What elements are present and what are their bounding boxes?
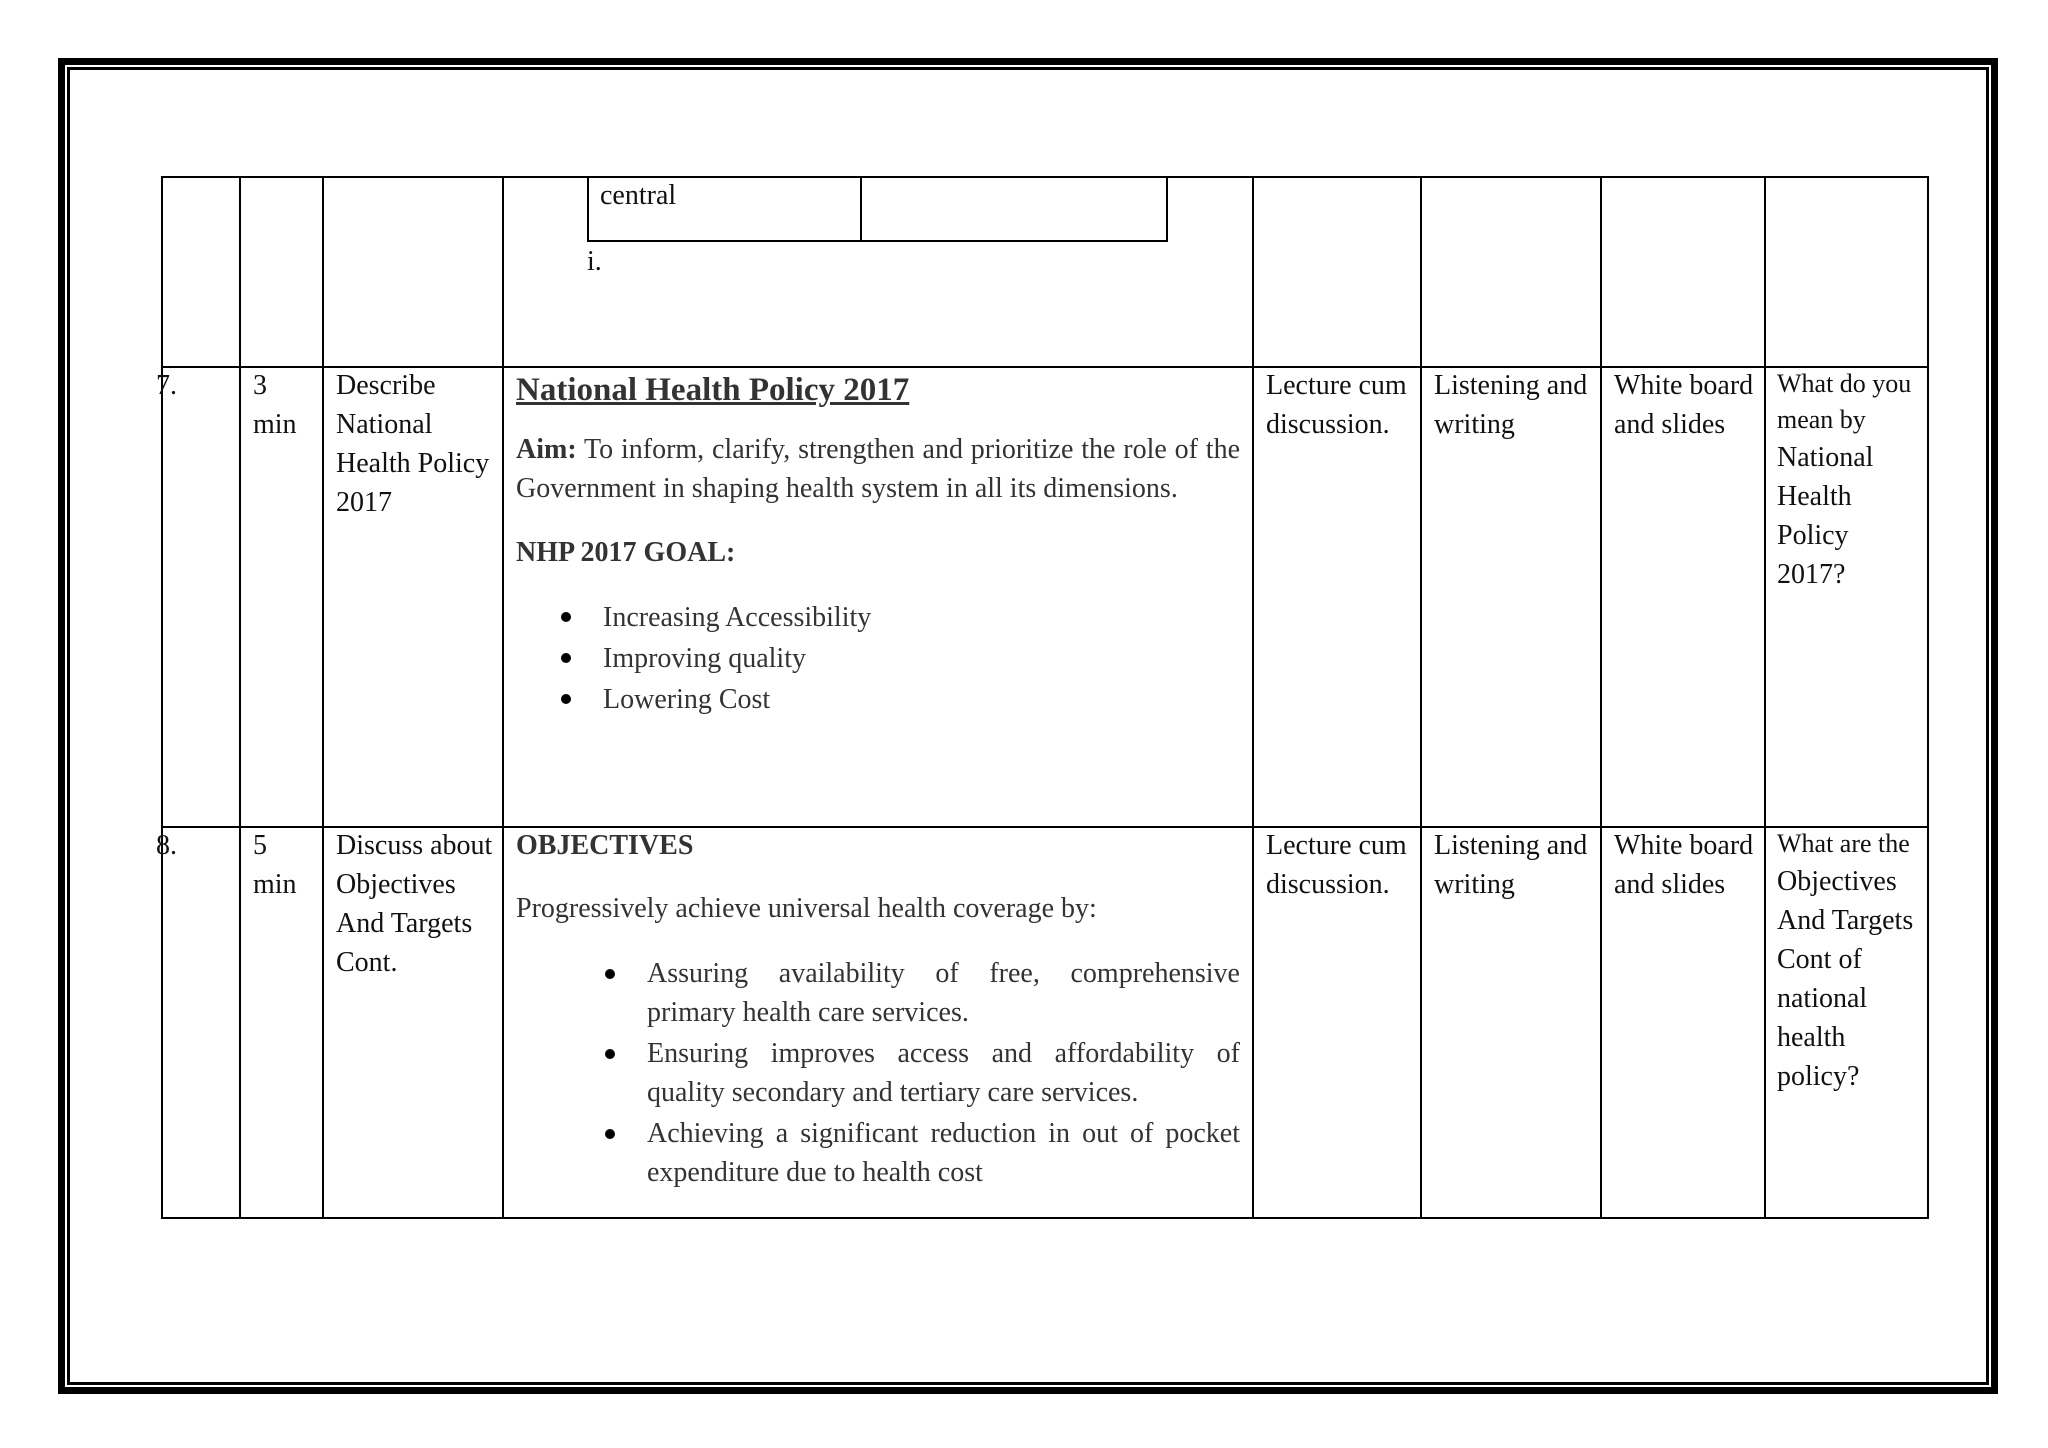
col-divider xyxy=(1420,176,1422,1219)
evaluation-question-small: What are the xyxy=(1777,829,1910,858)
aim-label: Aim: xyxy=(516,434,577,465)
list-item-text: Ensuring improves access and affordability of quality secondary and tertiary care services. xyxy=(647,1038,1240,1108)
inner-table-mid xyxy=(860,176,862,242)
learning-activity: Listening and writing xyxy=(1434,830,1588,900)
table-bottom-border xyxy=(161,1217,1929,1219)
goal-heading: NHP 2017 GOAL: xyxy=(516,537,736,568)
row-number: 8. xyxy=(156,830,177,861)
bullet-icon xyxy=(561,612,571,622)
col-divider xyxy=(161,176,163,1219)
col-divider xyxy=(1764,176,1766,1219)
inner-table-right xyxy=(1166,176,1168,242)
bullet-icon xyxy=(561,694,571,704)
list-item-text: Increasing Accessibility xyxy=(603,602,872,633)
row-objective: Describe National Health Policy 2017 xyxy=(336,370,490,518)
teaching-method: Lecture cum discussion. xyxy=(1266,830,1407,900)
bullet-icon xyxy=(605,1129,615,1139)
bullet-icon xyxy=(605,969,615,979)
learning-activity: Listening and writing xyxy=(1434,370,1588,440)
row-time: 5 min xyxy=(253,830,297,900)
row-objective: Discuss about Objectives And Targets Cont. xyxy=(336,830,493,978)
aim-text: To inform, clarify, strengthen and prioritize the role of the Government in shaping health system in all its dimensions. xyxy=(516,434,1240,504)
content-aim xyxy=(516,430,1240,508)
row-content xyxy=(516,366,1240,720)
list-item xyxy=(516,954,1240,1032)
row-time: 3 min xyxy=(253,370,297,440)
objectives-list xyxy=(516,954,1240,1192)
av-aids: White board and slides xyxy=(1614,370,1754,440)
col-divider xyxy=(1927,176,1929,1219)
col-divider xyxy=(239,176,241,1219)
col-divider xyxy=(1252,176,1254,1219)
goal-list xyxy=(516,597,1240,720)
list-item-text: Lowering Cost xyxy=(603,684,771,715)
row-number: 7. xyxy=(156,370,177,401)
av-aids: White board and slides xyxy=(1614,830,1754,900)
list-item-text: Improving quality xyxy=(603,643,806,674)
list-marker: i. xyxy=(587,246,602,277)
list-item-text: Assuring availability of free, comprehensive primary health care services. xyxy=(647,958,1240,1028)
evaluation-question: National Health Policy 2017? xyxy=(1777,442,1874,590)
list-item xyxy=(516,638,1240,679)
inner-table-cell-text: central xyxy=(600,180,677,211)
list-item xyxy=(516,1114,1240,1192)
inner-table-left xyxy=(587,176,589,242)
col-divider xyxy=(1600,176,1602,1219)
list-item xyxy=(516,1034,1240,1112)
list-item-text: Achieving a significant reduction in out of pocket expenditure due to health cost xyxy=(647,1118,1240,1188)
inner-table-bottom xyxy=(587,240,1168,242)
objectives-heading: OBJECTIVES xyxy=(516,830,694,861)
col-divider xyxy=(502,176,504,1219)
evaluation-question: Objectives And Targets Cont of national health policy? xyxy=(1777,866,1914,1092)
col-divider xyxy=(322,176,324,1219)
evaluation xyxy=(1777,366,1923,594)
row-content xyxy=(516,826,1240,1192)
evaluation xyxy=(1777,826,1923,1096)
list-item xyxy=(516,679,1240,720)
evaluation-question-small: What do you mean by xyxy=(1777,369,1912,434)
content-title: National Health Policy 2017 xyxy=(516,372,910,408)
bullet-icon xyxy=(561,653,571,663)
list-item xyxy=(516,597,1240,638)
teaching-method: Lecture cum discussion. xyxy=(1266,370,1407,440)
bullet-icon xyxy=(605,1049,615,1059)
objectives-intro: Progressively achieve universal health coverage by: xyxy=(516,893,1097,924)
